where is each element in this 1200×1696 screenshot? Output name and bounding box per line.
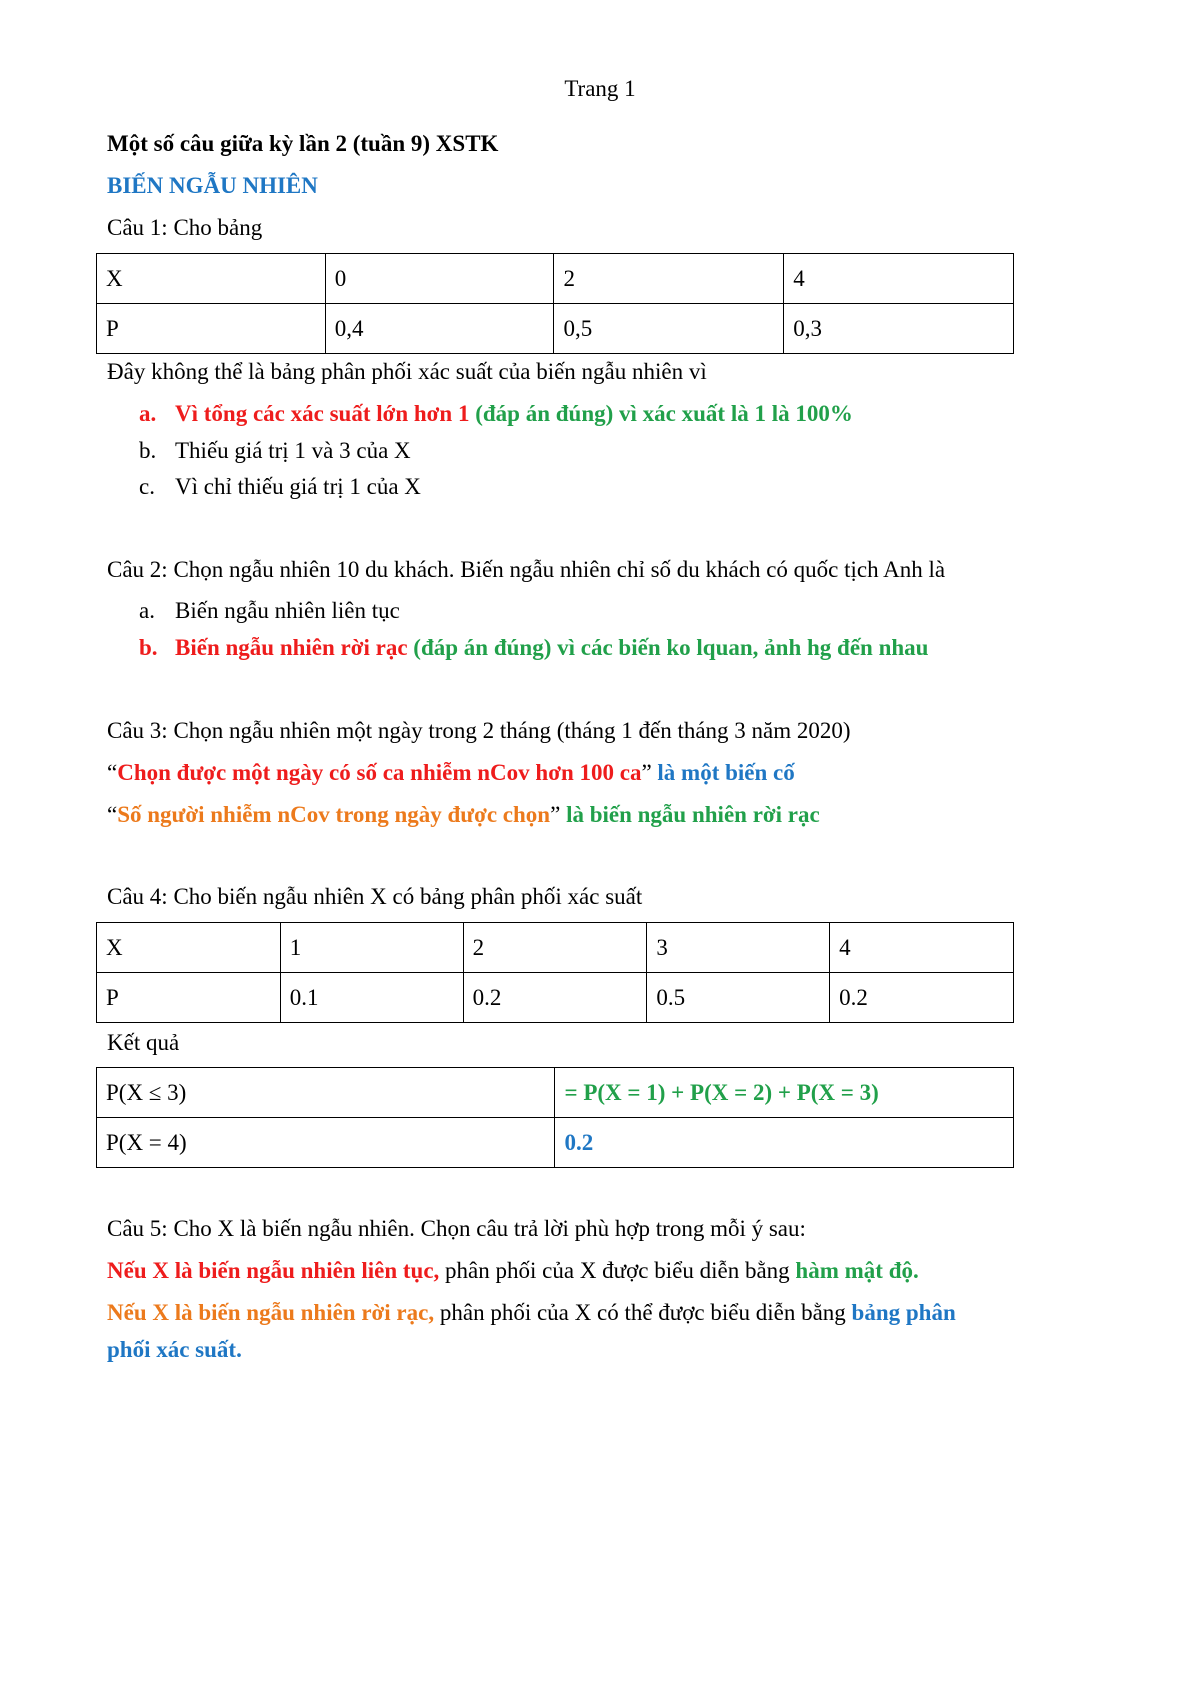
q3-line-2 [107, 802, 820, 828]
table-cell: 0 [325, 254, 554, 304]
table-cell: 3 [647, 923, 830, 973]
table-cell: 0.2 [463, 973, 647, 1023]
table-cell: 0,4 [325, 304, 554, 354]
option-text: Biến ngẫu nhiên liên tục [175, 598, 400, 623]
table-cell: 0,3 [784, 304, 1014, 354]
option-label: b. [139, 635, 158, 660]
table-cell: 0,5 [554, 304, 784, 354]
section-title: BIẾN NGẪU NHIÊN [107, 173, 318, 198]
q4-result-table [96, 1067, 1014, 1168]
classification: là biến ngẫu nhiên rời rạc [566, 802, 820, 827]
answer-text: hàm mật độ. [795, 1258, 919, 1283]
answer-note: vì các biến ko lquan, ảnh hg đến nhau [557, 635, 929, 660]
q1-prompt: Câu 1: Cho bảng [107, 215, 263, 240]
q1-statement: Đây không thể là bảng phân phối xác suất của biến ngẫu nhiên vì [107, 359, 707, 384]
table-cell: = P(X = 1) + P(X = 2) + P(X = 3) [555, 1068, 1014, 1118]
page-header: Trang 1 [564, 76, 636, 101]
table-row [97, 1118, 1014, 1168]
q1-option-a [139, 401, 853, 427]
q4-prompt: Câu 4: Cho biến ngẫu nhiên X có bảng phân phối xác suất [107, 884, 643, 909]
document-title: Một số câu giữa kỳ lần 2 (tuần 9) XSTK [107, 131, 499, 156]
open-quote: “ [107, 802, 118, 827]
option-label: b. [139, 438, 157, 463]
q5-line-1 [107, 1258, 919, 1284]
table-cell: 2 [463, 923, 647, 973]
q2-prompt: Câu 2: Chọn ngẫu nhiên 10 du khách. Biến ngẫu nhiên chỉ số du khách có quốc tịch Anh là [107, 557, 946, 582]
option-label: c. [139, 474, 155, 499]
table-cell: 2 [554, 254, 784, 304]
table-cell: 1 [280, 923, 463, 973]
condition-text: Nếu X là biến ngẫu nhiên rời rạc, [107, 1300, 435, 1325]
close-quote: ” [550, 802, 561, 827]
condition-text: Nếu X là biến ngẫu nhiên liên tục, [107, 1258, 440, 1283]
answer-marker: (đáp án đúng) [475, 401, 614, 426]
quoted-text: Số người nhiễm nCov trong ngày được chọn [117, 802, 551, 827]
close-quote: ” [641, 760, 652, 785]
quoted-text: Chọn được một ngày có số ca nhiễm nCov hơn 100 ca [117, 760, 642, 785]
q5-line-2-continued: phối xác suất. [107, 1337, 242, 1362]
q1-table [96, 253, 1014, 354]
table-cell: 0.5 [647, 973, 830, 1023]
table-cell: P(X = 4) [97, 1118, 555, 1168]
classification: là một biến cố [657, 760, 795, 785]
table-cell: P [97, 304, 326, 354]
table-cell: 0.1 [280, 973, 463, 1023]
table-cell: X [97, 923, 281, 973]
q5-prompt: Câu 5: Cho X là biến ngẫu nhiên. Chọn câu trả lời phù hợp trong mỗi ý sau: [107, 1216, 806, 1241]
q4-result-label: Kết quả [107, 1030, 180, 1055]
q2-option-b [139, 635, 928, 661]
table-cell: 0.2 [555, 1118, 1014, 1168]
q1-option-b [139, 438, 411, 464]
answer-text: bảng phân [851, 1300, 956, 1325]
table-row [97, 973, 1014, 1023]
option-text: Thiếu giá trị 1 và 3 của X [175, 438, 411, 463]
table-row [97, 923, 1014, 973]
option-text: Vì chỉ thiếu giá trị 1 của X [175, 474, 421, 499]
body-text: phân phối của X có thể được biểu diễn bằng [439, 1300, 846, 1325]
q4-table [96, 922, 1014, 1023]
body-text: phân phối của X được biểu diễn bằng [445, 1258, 790, 1283]
q5-line-2 [107, 1300, 956, 1326]
table-cell: 4 [830, 923, 1014, 973]
table-cell: P(X ≤ 3) [97, 1068, 555, 1118]
answer-marker: (đáp án đúng) [413, 635, 552, 660]
table-row [97, 304, 1014, 354]
q3-prompt: Câu 3: Chọn ngẫu nhiên một ngày trong 2 tháng (tháng 1 đến tháng 3 năm 2020) [107, 718, 851, 743]
table-cell: 4 [784, 254, 1014, 304]
table-row [97, 254, 1014, 304]
option-label: a. [139, 401, 157, 426]
q2-option-a [139, 598, 400, 624]
table-cell: P [97, 973, 281, 1023]
table-cell: 0.2 [830, 973, 1014, 1023]
open-quote: “ [107, 760, 118, 785]
option-text: Biến ngẫu nhiên rời rạc [175, 635, 408, 660]
option-label: a. [139, 598, 155, 623]
q1-option-c [139, 474, 421, 500]
table-cell: X [97, 254, 326, 304]
q3-line-1 [107, 760, 795, 786]
option-text: Vì tổng các xác suất lớn hơn 1 [175, 401, 470, 426]
table-row [97, 1068, 1014, 1118]
answer-note: vì xác xuất là 1 là 100% [619, 401, 853, 426]
